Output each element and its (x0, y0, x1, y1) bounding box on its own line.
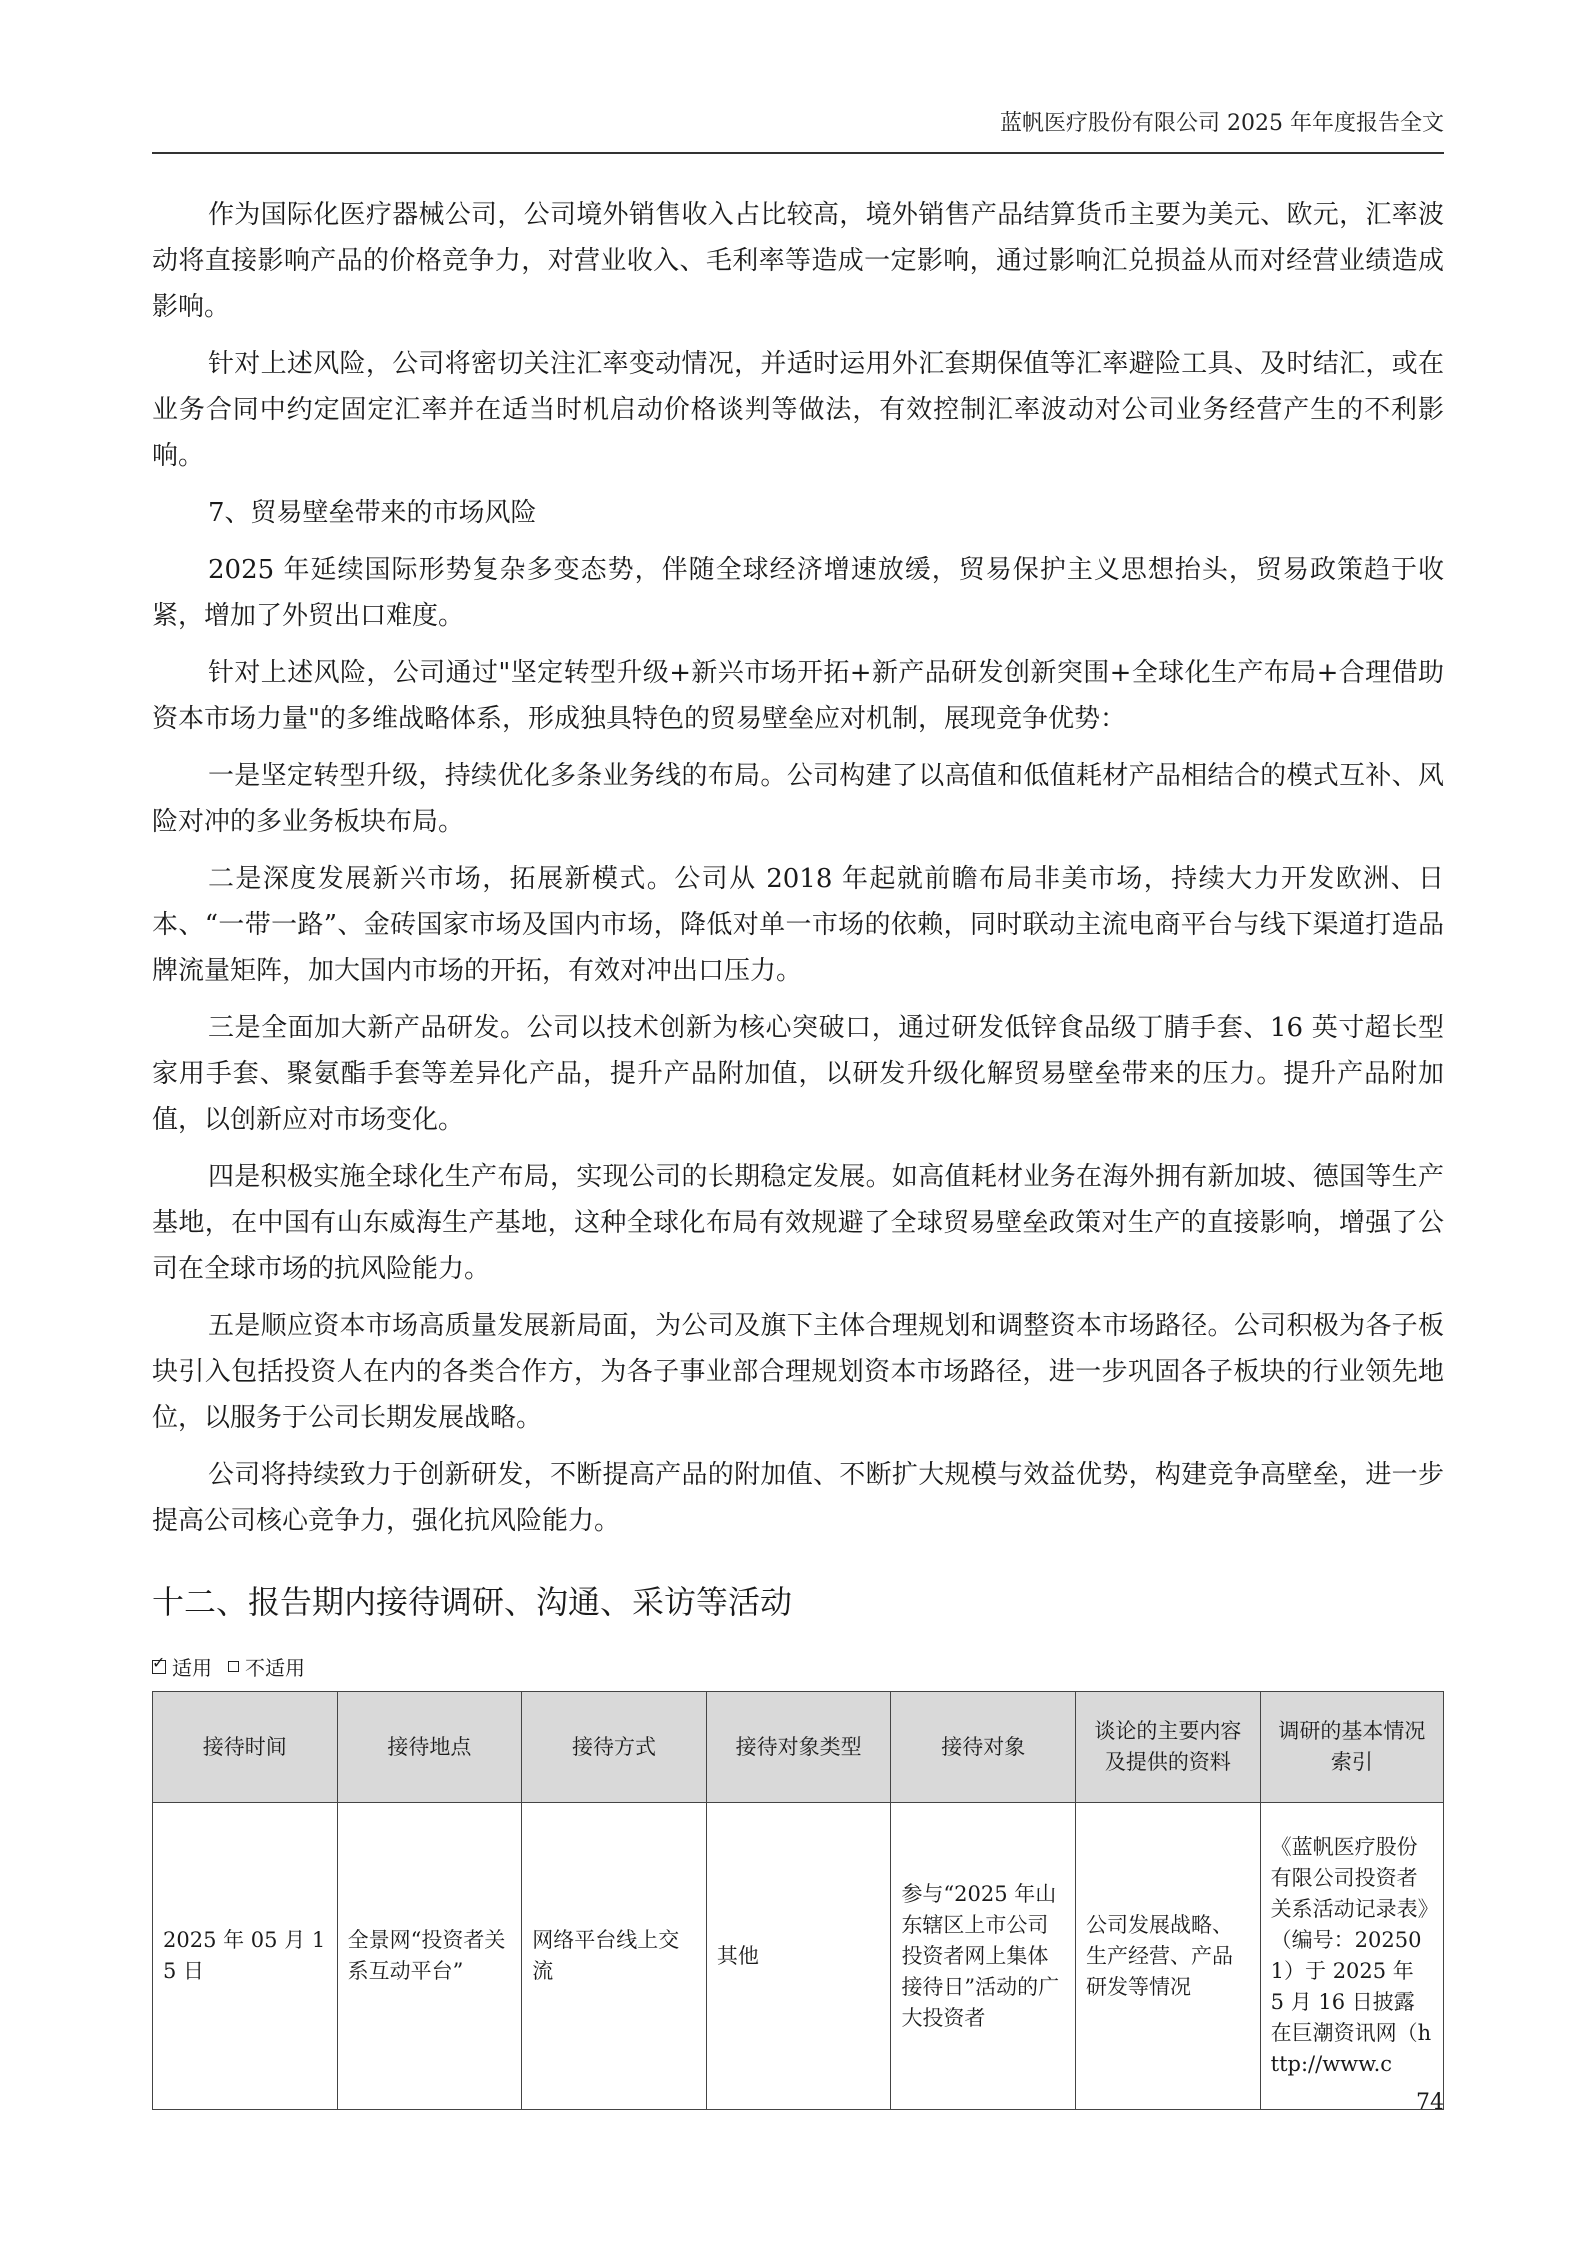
column-header: 接待地点 (337, 1692, 522, 1803)
paragraph: 五是顺应资本市场高质量发展新局面，为公司及旗下主体合理规划和调整资本市场路径。公司积极为各子板块引入包括投资人在内的各类合作方，为各子事业部合理规划资本市场路径，进一步巩固各子板块的行业领先地位，以服务于公司长期发展战略。 (152, 1311, 1444, 1433)
header-divider (152, 152, 1444, 154)
investor-reception-table (152, 1691, 1444, 2110)
table-cell: 公司发展战略、生产经营、产品研发等情况 (1076, 1803, 1261, 2110)
column-header: 接待对象 (891, 1692, 1076, 1803)
paragraph: 二是深度发展新兴市场，拓展新模式。公司从 2018 年起就前瞻布局非美市场，持续大力开发欧洲、日本、“一带一路”、金砖国家市场及国内市场，降低对单一市场的依赖，同时联动主流电商平台与线下渠道打造品牌流量矩阵，加大国内市场的开拓，有效对冲出口压力。 (152, 864, 1444, 986)
subheading: 7、贸易壁垒带来的市场风险 (208, 498, 537, 528)
checked-checkbox-icon: ✓ (152, 1652, 166, 1672)
table-cell: 《蓝帆医疗股份有限公司投资者关系活动记录表》（编号：202501）于 2025 年 5 月 16 日披露在巨潮资讯网（http://www.c (1260, 1803, 1443, 2110)
paragraph: 四是积极实施全球化生产布局，实现公司的长期稳定发展。如高值耗材业务在海外拥有新加坡、德国等生产基地，在中国有山东威海生产基地，这种全球化布局有效规避了全球贸易壁垒政策对生产的直接影响，增强了公司在全球市场的抗风险能力。 (152, 1162, 1444, 1284)
paragraph: 公司将持续致力于创新研发，不断提高产品的附加值、不断扩大规模与效益优势，构建竞争高壁垒，进一步提高公司核心竞争力，强化抗风险能力。 (152, 1460, 1444, 1536)
section-title: 十二、报告期内接待调研、沟通、采访等活动 (152, 1583, 793, 1621)
paragraph: 针对上述风险，公司通过"坚定转型升级+新兴市场开拓+新产品研发创新突围+全球化生产布局+合理借助资本市场力量"的多维战略体系，形成独具特色的贸易壁垒应对机制，展现竞争优势： (152, 658, 1444, 734)
paragraph: 三是全面加大新产品研发。公司以技术创新为核心突破口，通过研发低锌食品级丁腈手套、16 英寸超长型家用手套、聚氨酯手套等差异化产品，提升产品附加值，以研发升级化解贸易壁垒带来的压力。提升产品附加值，以创新应对市场变化。 (152, 1013, 1444, 1135)
column-header: 谈论的主要内容及提供的资料 (1076, 1692, 1261, 1803)
page-number: 74 (1416, 2090, 1444, 2115)
not-applicable-label: 不适用 (245, 1656, 305, 1680)
paragraph: 作为国际化医疗器械公司，公司境外销售收入占比较高，境外销售产品结算货币主要为美元、欧元，汇率波动将直接影响产品的价格竞争力，对营业收入、毛利率等造成一定影响，通过影响汇兑损益从而对经营业绩造成影响。 (152, 200, 1444, 322)
column-header: 接待时间 (153, 1692, 338, 1803)
table-cell: 2025 年 05 月 15 日 (153, 1803, 338, 2110)
report-header: 蓝帆医疗股份有限公司 2025 年年度报告全文 (1000, 111, 1444, 136)
table-cell: 全景网“投资者关系互动平台” (337, 1803, 522, 2110)
table-cell: 网络平台线上交流 (522, 1803, 707, 2110)
paragraph: 一是坚定转型升级，持续优化多条业务线的布局。公司构建了以高值和低值耗材产品相结合的模式互补、风险对冲的多业务板块布局。 (152, 761, 1444, 837)
table-cell: 其他 (706, 1803, 891, 2110)
table-cell: 参与“2025 年山东辖区上市公司投资者网上集体接待日”活动的广大投资者 (891, 1803, 1076, 2110)
applicable-label: 适用 (172, 1656, 212, 1680)
applicability-options (152, 1652, 1444, 1681)
column-header: 接待方式 (522, 1692, 707, 1803)
column-header: 接待对象类型 (706, 1692, 891, 1803)
table-row (153, 1803, 1444, 2110)
paragraph: 针对上述风险，公司将密切关注汇率变动情况，并适时运用外汇套期保值等汇率避险工具、及时结汇，或在业务合同中约定固定汇率并在适当时机启动价格谈判等做法，有效控制汇率波动对公司业务经营产生的不利影响。 (152, 349, 1444, 471)
paragraph: 2025 年延续国际形势复杂多变态势，伴随全球经济增速放缓，贸易保护主义思想抬头，贸易政策趋于收紧，增加了外贸出口难度。 (152, 555, 1444, 631)
page-content (152, 192, 1444, 2110)
table-header-row (153, 1692, 1444, 1803)
unchecked-checkbox-icon (228, 1661, 239, 1672)
column-header: 调研的基本情况索引 (1260, 1692, 1443, 1803)
